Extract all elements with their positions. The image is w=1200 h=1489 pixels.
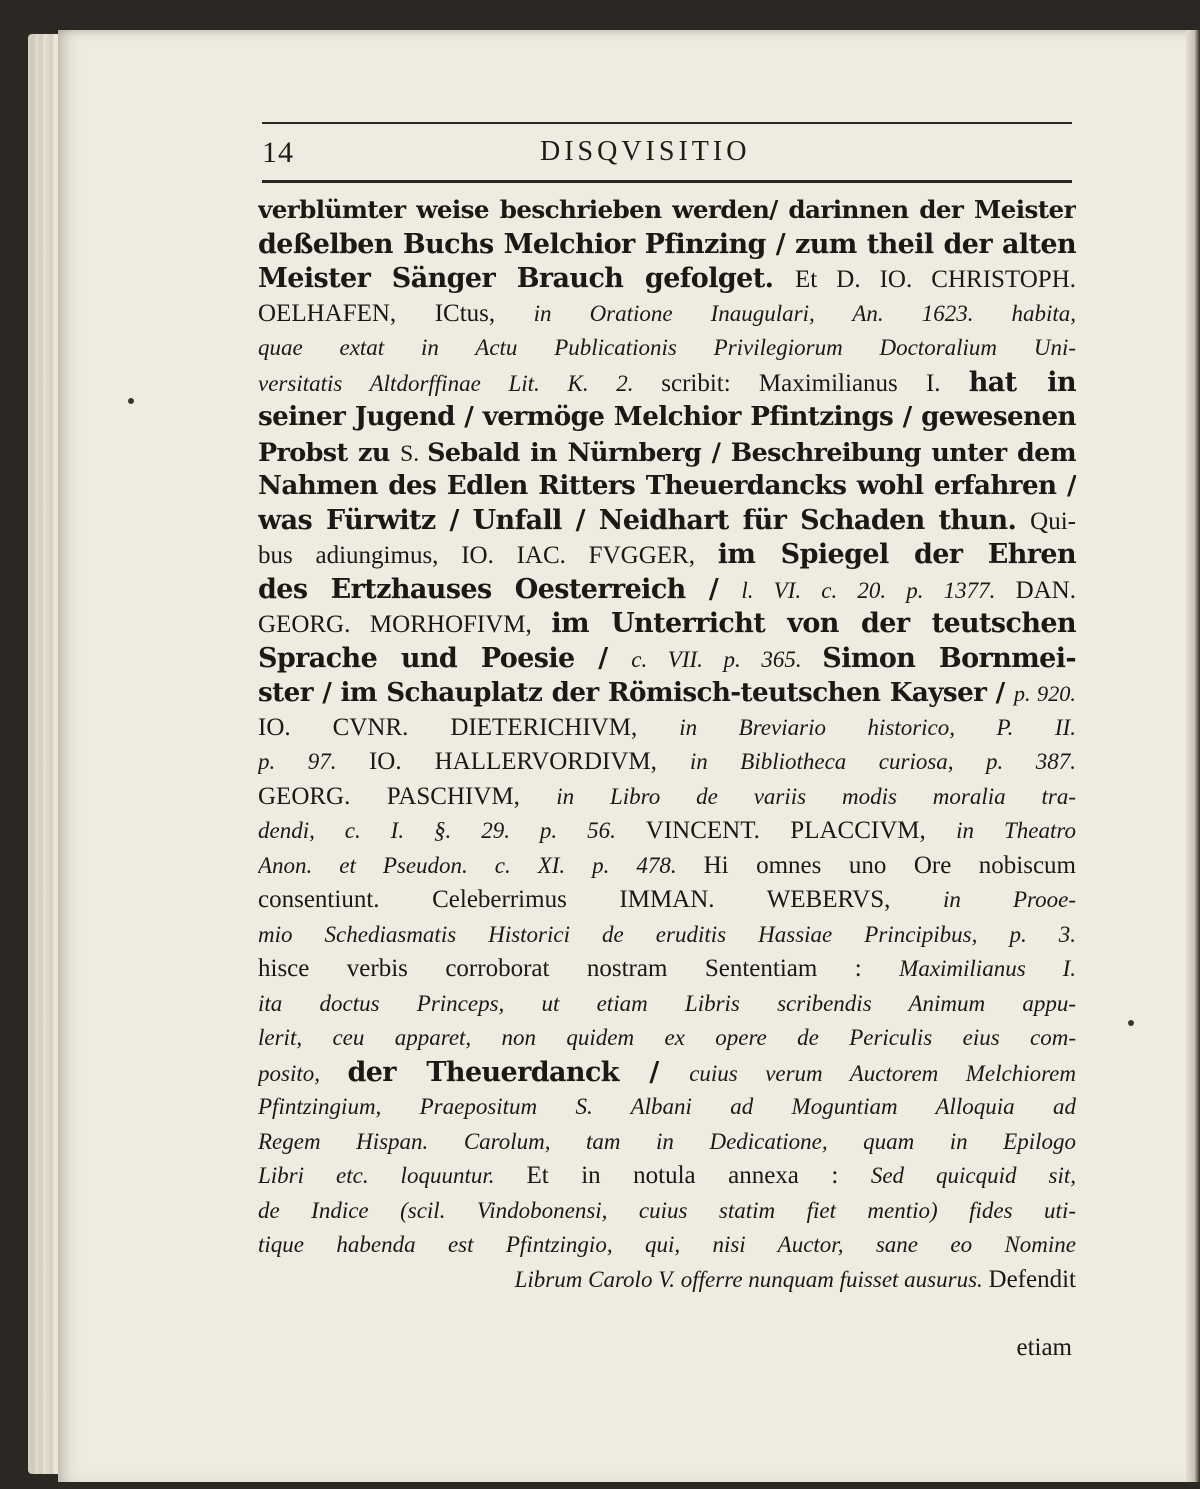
text-line [258,366,1076,401]
text-run-italic: in Oratione Inaugulari, An. 1623. habita, [533,300,1076,326]
text-line [258,745,1076,780]
text-run-roman: Hi omnes uno Ore nobiscum [703,851,1076,879]
text-run-fraktur: Probst zu [258,436,401,467]
text-run-italic: quae extat in Actu Publicationis Privilegiorum Doctoralium Uni- [258,335,1076,360]
text-run-italic: ita doctus Princeps, ut etiam Libris scribendis Animum appu- [258,990,1076,1016]
text-run-fraktur: Nahmen des Edlen Ritters Theuerdancks wohl erfahren / [258,470,1076,501]
text-run-italic: c. VII. p. 365. [631,646,823,672]
text-run-fraktur: Sprache und Poesie / [258,642,632,674]
text-run-fraktur: Simon Bornmei- [822,642,1076,674]
text-line [258,1159,1076,1194]
text-run-italic: in Theatro [956,818,1076,843]
text-run-italic: posito, [258,1060,348,1086]
text-line [258,504,1076,539]
text-line [258,469,1076,504]
page-number: 14 [262,136,294,169]
text-run-italic: dendi, c. I. §. 29. p. 56. [258,818,646,843]
text-line [258,435,1076,470]
text-run-roman: hisce verbis corroborat nostram Sententiam : [258,955,900,982]
running-head: DISQVISITIO [540,136,751,167]
text-run-italic: Regem Hispan. Carolum, tam in Dedicatione, quam in Epilogo [258,1128,1076,1154]
text-run-roman: Qui- [1030,507,1076,535]
text-run-italic: p. 97. [258,749,369,774]
text-run-roman: OELHAFEN, ICtus, [258,299,534,327]
text-run-italic: cuius verum Auctorem Melchiorem [689,1060,1076,1086]
text-run-fraktur: was Fürwitz / Unfall / Neidhart für Schaden thun. [258,504,1031,536]
text-line [258,538,1076,573]
text-line [258,1056,1076,1091]
text-run-roman: IO. HALLERVORDIVM, [368,748,690,775]
text-run-roman: IO. CVNR. DIETERICHIVM, [258,713,680,741]
text-run-roman: GEORG. PASCHIVM, [258,782,557,810]
text-line [258,573,1076,608]
catchword: etiam [1016,1334,1072,1361]
text-run-roman: Et D. IO. CHRISTOPH. [795,266,1076,293]
text-line [258,711,1076,746]
text-run-italic: Anon. et Pseudon. c. XI. p. 478. [258,852,704,878]
text-run-fraktur: im Unterricht von der teutschen [551,608,1076,639]
body-text [258,193,1076,1373]
text-run-fraktur: hat in [968,366,1076,398]
text-run-italic: l. VI. c. 20. p. 1377. [741,577,1016,603]
text-run-italic: Maximilianus I. [899,956,1076,981]
text-run-italic: p. 920. [1013,681,1076,706]
margin-dot-right [1128,1020,1134,1026]
text-line [258,331,1076,366]
text-line [258,193,1076,228]
text-line [258,849,1076,884]
text-line [258,883,1076,918]
text-run-fraktur: im Spiegel der Ehren [717,539,1076,570]
header-rule-bottom [262,180,1072,183]
text-run-italic: Sed quicquid sit, [870,1163,1076,1188]
text-line [258,814,1076,849]
text-line [258,642,1076,677]
text-run-fraktur: der Theuerdanck / [347,1056,690,1088]
text-run-fraktur: verblümter weise beschrieben werden/ darinnen der Meister [258,195,1076,224]
text-run-fraktur: Meister Sänger Brauch gefolget. [258,263,795,294]
text-line [258,262,1076,297]
header-rule-top [262,122,1072,124]
text-line [258,1125,1076,1160]
text-line [258,987,1076,1022]
text-run-roman: consentiunt. Celeberrimus IMMAN. WEBERVS, [258,886,943,913]
text-run-fraktur: ster / im Schauplatz der Römisch-teutschen Kayser / [258,677,1014,708]
text-line [258,1263,1076,1298]
text-line [258,1228,1076,1263]
text-run-fraktur: Sebald in Nürnberg / Beschreibung unter dem [427,436,1076,467]
text-run-italic: in Bibliotheca curiosa, p. 387. [689,749,1076,774]
text-line [258,1194,1076,1229]
text-run-italic: in Prooe- [943,887,1076,912]
text-run-roman: DAN. [1015,576,1076,604]
text-run-italic: versitatis Altdorffinae Lit. K. 2. [258,370,662,396]
text-run-italic: mio Schediasmatis Historici de eruditis Hassiae Principibus, p. 3. [258,921,1076,947]
text-run-italic: Pfintzingium, Praepositum S. Albani ad Moguntiam Alloquia ad [258,1094,1076,1119]
text-run-fraktur: seiner Jugend / vermöge Melchior Pfintzings / gewesenen [258,401,1076,432]
text-run-roman: VINCENT. PLACCIVM, [645,817,957,844]
text-line [258,607,1076,642]
text-line [258,952,1076,987]
text-line [258,780,1076,815]
text-run-italic: Libri etc. loquuntur. [258,1163,527,1188]
text-run-italic: in Libro de variis modis moralia tra- [556,783,1076,809]
text-line [258,1090,1076,1125]
margin-dot-left [128,398,134,404]
text-run-italic: in Breviario historico, P. II. [679,714,1076,740]
text-run-italic: lerit, ceu apparet, non quidem ex opere de Periculis eius com- [258,1025,1076,1050]
text-run-roman: S. [400,440,428,467]
text-run-italic: Librum Carolo V. offerre nunquam fuisset ausurus. [514,1266,989,1292]
text-run-roman: bus adiungimus, IO. IAC. FVGGER, [258,542,718,569]
text-run-fraktur: des Ertzhauses Oesterreich / [258,573,742,605]
text-line [258,676,1076,711]
text-run-fraktur: deßelben Buchs Melchior Pfinzing / zum theil der alten [258,228,1076,260]
text-line [258,1021,1076,1056]
text-run-italic: de Indice (scil. Vindobonensi, cuius statim fiet mentio) fides uti- [258,1197,1076,1223]
text-line [258,400,1076,435]
text-line [258,297,1076,332]
text-line [258,918,1076,953]
text-run-roman: scribit: Maximilianus I. [661,369,969,397]
text-run-roman: Et in notula annexa : [526,1162,871,1189]
text-run-roman: Defendit [988,1265,1076,1293]
text-line [258,228,1076,263]
text-run-roman: GEORG. MORHOFIVM, [258,611,552,638]
page-right-edge [1186,30,1200,1482]
text-run-italic: tique habenda est Pfintzingio, qui, nisi Auctor, sane eo Nomine [258,1232,1076,1257]
